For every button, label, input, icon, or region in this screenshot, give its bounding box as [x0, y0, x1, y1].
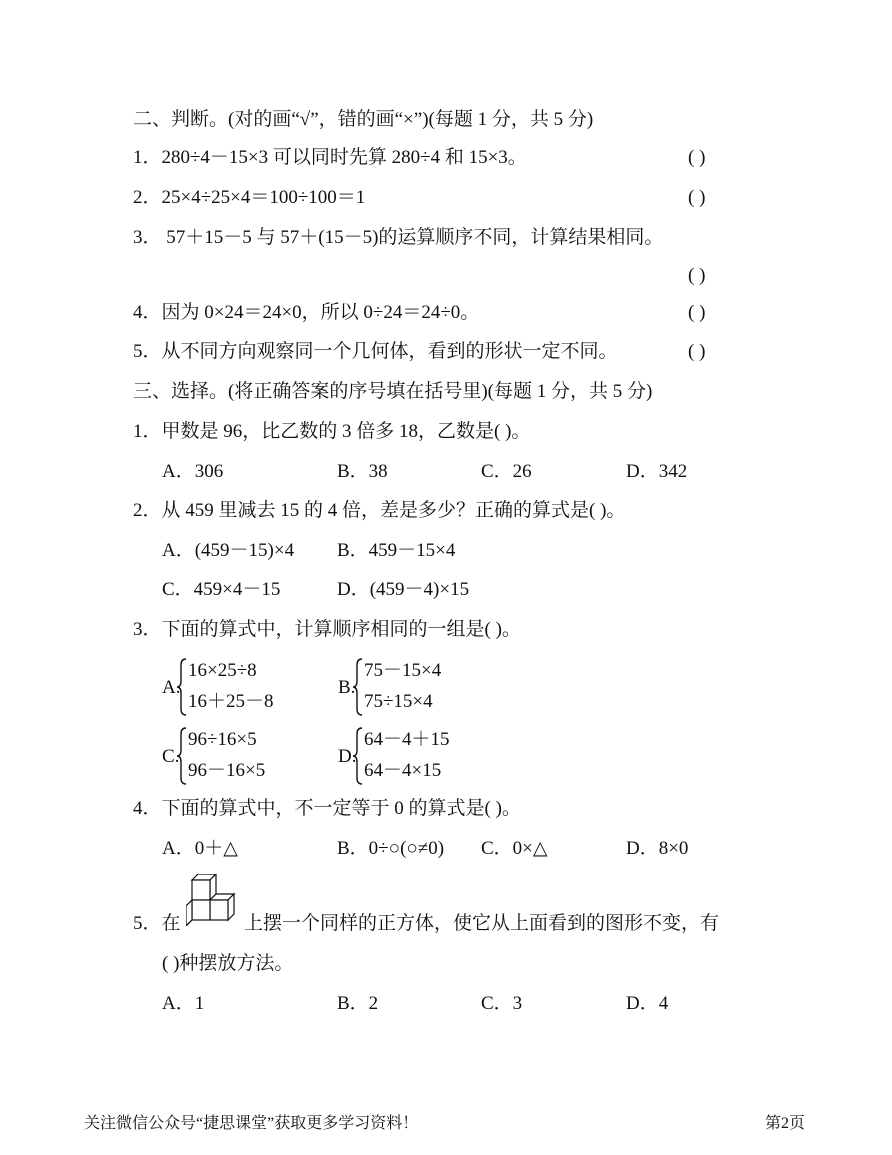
- q4-option-a: A．0＋△: [162, 838, 238, 859]
- q4-option-c: C．0×△: [481, 838, 548, 859]
- q3-option-a-line2: 16＋25－8: [188, 691, 274, 712]
- q3-option-c-line1: 96÷16×5: [188, 729, 257, 750]
- answer-paren-3: ( ): [688, 265, 706, 286]
- answer-paren-1: ( ): [688, 147, 706, 168]
- answer-paren-5: ( ): [688, 341, 706, 362]
- section-judge-header: 二、判断。(对的画“√”，错的画“×”)(每题 1 分，共 5 分): [133, 109, 594, 130]
- left-brace-icon: [352, 726, 364, 786]
- q3-option-d-line1: 64－4＋15: [364, 729, 450, 750]
- q3-option-d-line2: 64－4×15: [364, 760, 442, 781]
- answer-paren-2: ( ): [688, 187, 706, 208]
- judge-item-4: 4．因为 0×24＝24×0，所以 0÷24＝24÷0。: [133, 302, 480, 323]
- q3-option-c-line2: 96－16×5: [188, 760, 266, 781]
- choose-q5-stem-prefix: 5．在: [133, 913, 181, 934]
- left-brace-icon: [176, 726, 188, 786]
- judge-item-3: 3． 57＋15－5 与 57＋(15－5)的运算顺序不同，计算结果相同。: [133, 227, 664, 248]
- judge-item-1: 1．280÷4－15×3 可以同时先算 280÷4 和 15×3。: [133, 147, 527, 168]
- q4-option-b: B．0÷○(○≠0): [337, 838, 445, 859]
- footer-promo-text: 关注微信公众号“捷思课堂”获取更多学习资料！: [84, 1115, 419, 1132]
- q1-option-b: B．38: [337, 461, 388, 482]
- choose-q4-stem: 4．下面的算式中，不一定等于 0 的算式是( )。: [133, 798, 521, 819]
- judge-item-2: 2．25×4÷25×4＝100÷100＝1: [133, 187, 366, 208]
- left-brace-icon: [352, 657, 364, 717]
- section-choose-header: 三、选择。(将正确答案的序号填在括号里)(每题 1 分，共 5 分): [133, 381, 653, 402]
- q3-option-b-line1: 75－15×4: [364, 660, 442, 681]
- choose-q2-stem: 2．从 459 里减去 15 的 4 倍，差是多少？正确的算式是( )。: [133, 500, 626, 521]
- q5-option-d: D．4: [626, 993, 669, 1014]
- page-number: 第2页: [765, 1115, 806, 1132]
- left-brace-icon: [176, 657, 188, 717]
- q5-option-b: B．2: [337, 993, 379, 1014]
- cube-stack-figure: [186, 874, 244, 926]
- q3-option-c-label: C.: [162, 746, 180, 767]
- q2-option-c: C．459×4－15: [162, 579, 281, 600]
- q1-option-a: A．306: [162, 461, 224, 482]
- q5-option-c: C．3: [481, 993, 523, 1014]
- choose-q5-stem-suffix: 上摆一个同样的正方体，使它从上面看到的图形不变，有: [244, 913, 720, 934]
- q3-option-d-label: D.: [338, 746, 357, 767]
- answer-paren-4: ( ): [688, 302, 706, 323]
- q5-option-a: A．1: [162, 993, 205, 1014]
- choose-q5-stem-line2: ( )种摆放方法。: [162, 953, 294, 974]
- choose-q1-stem: 1．甲数是 96，比乙数的 3 倍多 18，乙数是( )。: [133, 421, 531, 442]
- choose-q3-stem: 3．下面的算式中，计算顺序相同的一组是( )。: [133, 619, 521, 640]
- q2-option-d: D．(459－4)×15: [337, 579, 470, 600]
- judge-item-5: 5．从不同方向观察同一个几何体，看到的形状一定不同。: [133, 341, 618, 362]
- q4-option-d: D．8×0: [626, 838, 689, 859]
- q1-option-d: D．342: [626, 461, 688, 482]
- q2-option-a: A．(459－15)×4: [162, 540, 295, 561]
- q3-option-b-label: B.: [338, 677, 356, 698]
- q1-option-c: C．26: [481, 461, 532, 482]
- q2-option-b: B．459－15×4: [337, 540, 456, 561]
- q3-option-a-label: A.: [162, 677, 181, 698]
- q3-option-a-line1: 16×25÷8: [188, 660, 257, 681]
- q3-option-b-line2: 75÷15×4: [364, 691, 433, 712]
